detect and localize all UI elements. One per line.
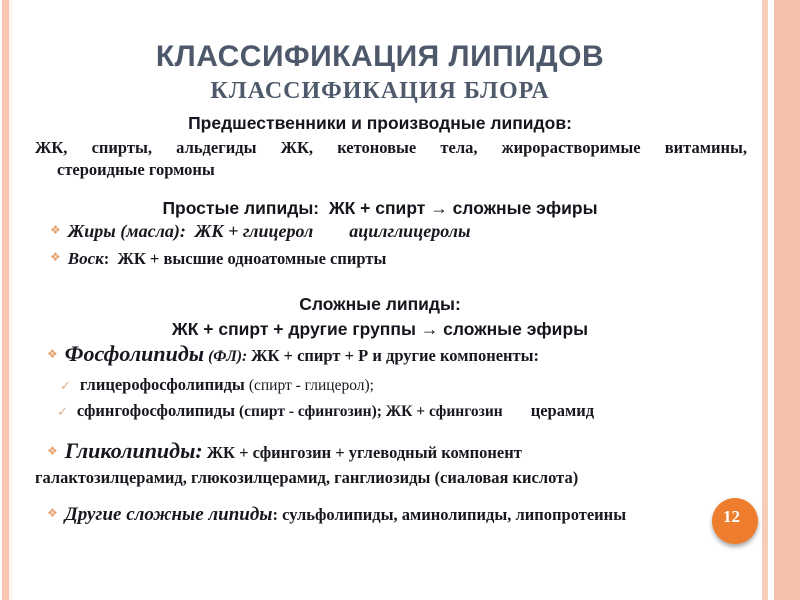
page-number-badge	[712, 498, 758, 544]
sphingophospholipids-term: сфингофосфолипиды	[76, 401, 236, 420]
star-bullet-icon: ❖	[47, 444, 58, 458]
left-accent-bar	[2, 0, 9, 600]
glycolipids-lead: Гликолипиды:	[64, 438, 203, 463]
sphingophospholipids-note: (спирт - сфингозин); ЖК + сфингозин	[239, 403, 503, 420]
left-accent-bar-faint	[9, 0, 13, 600]
right-accent-band	[774, 0, 800, 600]
glycerophospholipids-line	[60, 374, 374, 396]
fats-lead: Жиры (масла):	[67, 221, 186, 241]
star-bullet-icon: ❖	[47, 347, 58, 361]
slide-title: КЛАССИФИКАЦИЯ ЛИПИДОВ	[155, 40, 605, 73]
complex-lipids-heading1: Сложные липиды:	[299, 294, 461, 314]
glycolipids-bullet-line	[47, 438, 522, 464]
other-lipids-bullet-line	[47, 504, 626, 526]
fats-bullet-line	[50, 221, 470, 242]
glycolipids-rest: ЖК + сфингозин + углеводный компонент	[206, 443, 522, 462]
glycolipids-examples: галактозилцерамид, глюкозилцерамид, ганглиозиды (сиаловая кислота)	[35, 468, 579, 487]
sphingophospholipids-result: церамид	[530, 401, 595, 420]
fats-rest: ЖК + глицерол	[185, 221, 314, 241]
fats-result: ацилглицеролы	[349, 221, 471, 241]
wax-rest: : ЖК + высшие одноатомные спирты	[103, 249, 387, 268]
check-bullet-icon: ✓	[60, 379, 71, 394]
simple-lipids-heading: Простые липиды: ЖК + спирт → сложные эфиры	[162, 198, 598, 218]
precursors-heading: Предшественники и производные липидов:	[188, 113, 572, 133]
star-bullet-icon: ❖	[50, 250, 61, 264]
other-lipids-lead: Другие сложные липиды	[64, 504, 273, 525]
phospholipids-bullet-line	[47, 341, 539, 367]
wax-lead: Воск	[67, 249, 104, 268]
sphingophospholipids-line	[57, 400, 594, 422]
star-bullet-icon: ❖	[47, 506, 58, 520]
precursors-line1: ЖК, спирты, альдегиды ЖК, кетоновые тела, жирорастворимые витамины,	[35, 138, 747, 157]
right-thin-accent-bar	[762, 0, 768, 600]
page-number: 12	[723, 507, 740, 526]
wax-bullet-line	[50, 248, 386, 269]
glycerophospholipids-term: глицерофосфолипиды	[79, 375, 245, 394]
phospholipids-rest: ЖК + спирт + Р и другие компоненты:	[251, 346, 540, 365]
glycerophospholipids-note: (спирт - глицерол);	[248, 377, 374, 394]
precursors-line2: стероидные гормоны	[57, 160, 215, 179]
other-lipids-rest: : сульфолипиды, аминолипиды, липопротеины	[272, 505, 627, 524]
phospholipids-abbr: (ФЛ):	[208, 348, 248, 365]
complex-lipids-heading2: ЖК + спирт + другие группы → сложные эфиры	[171, 319, 589, 339]
slide-subtitle: КЛАССИФИКАЦИЯ БЛОРА	[210, 78, 550, 104]
check-bullet-icon: ✓	[57, 405, 68, 420]
star-bullet-icon: ❖	[50, 223, 61, 237]
phospholipids-lead: Фосфолипиды	[64, 341, 205, 366]
